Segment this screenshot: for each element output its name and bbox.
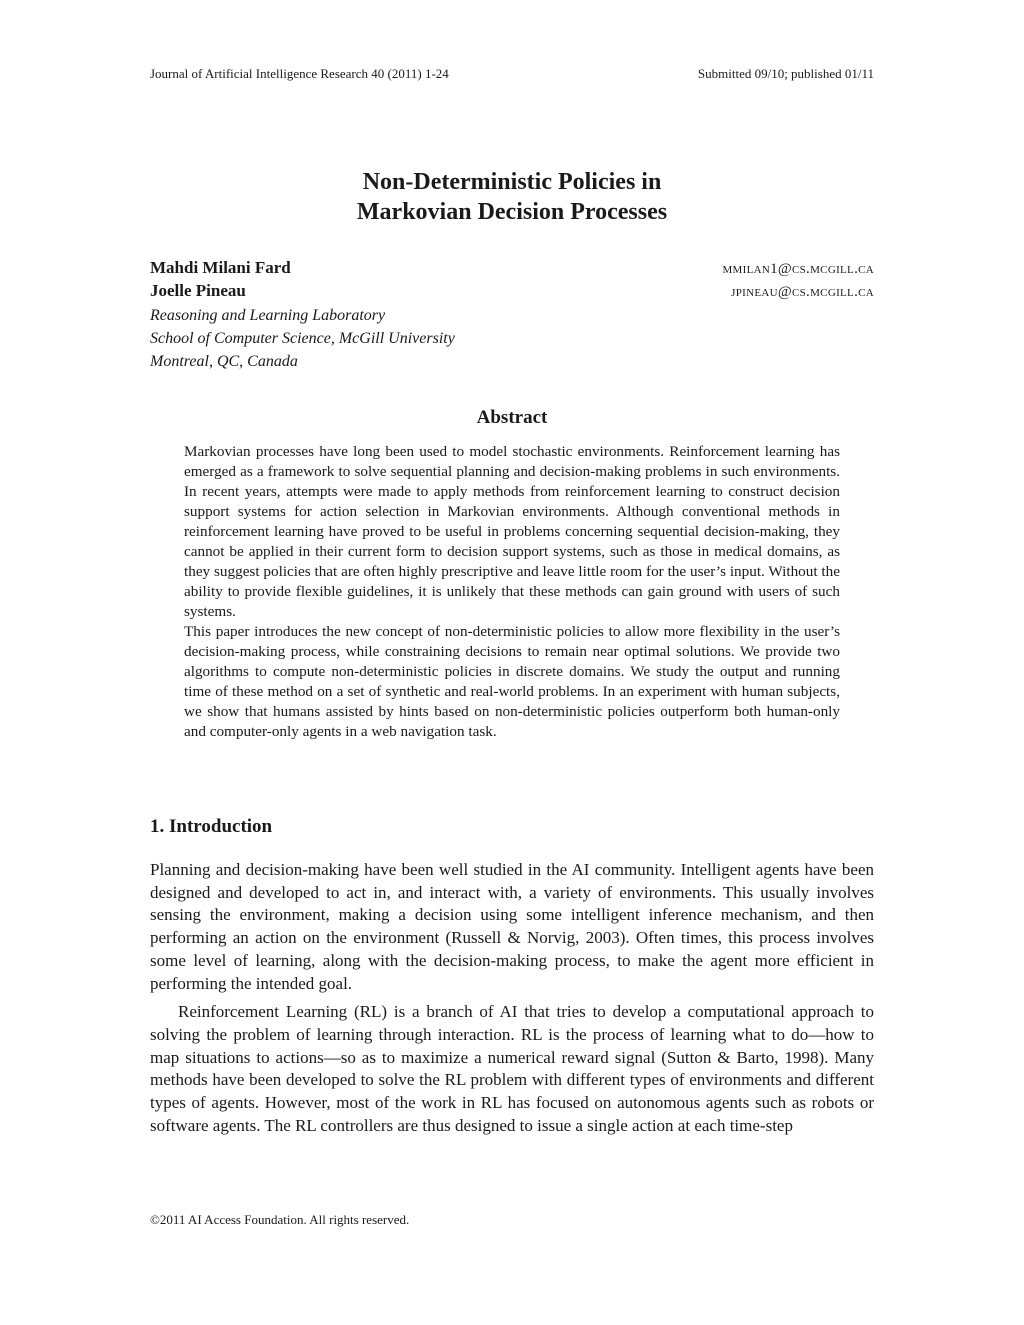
running-header — [150, 66, 874, 82]
journal-citation: Journal of Artificial Intelligence Research 40 (2011) 1-24 — [150, 66, 449, 81]
affiliation-lab: Reasoning and Learning Laboratory — [150, 307, 386, 324]
author-row — [150, 281, 874, 304]
abstract-body — [184, 442, 840, 742]
copyright-footer: ©2011 AI Access Foundation. All rights reserved. — [150, 1212, 410, 1227]
body-paragraph: Planning and decision-making have been well studied in the AI community. Intelligent agents have been designed and developed to act in, and interact with, a variety of environments. This usually involves sensing the environment, making a decision using some intelligent inference mechanism, and then performing an action on the environment (Russell & Norvig, 2003). Often times, this process involves some level of learning, along with the decision-making process, to make the agent more efficient in performing the intended goal. — [150, 860, 874, 993]
author-email: jpineau@cs.mcgill.ca — [731, 284, 874, 300]
title-line-2: Markovian Decision Processes — [356, 199, 668, 225]
author-name: Joelle Pineau — [150, 281, 246, 300]
paper-title — [150, 167, 874, 227]
abstract-heading: Abstract — [476, 407, 548, 428]
author-name: Mahdi Milani Fard — [150, 258, 291, 277]
body-paragraph: Reinforcement Learning (RL) is a branch of AI that tries to develop a computational approach to solving the problem of learning through interaction. RL is the process of learning what to do—how to map situations to actions—so as to maximize a numerical reward signal (Sutton & Barto, 1998). Many methods have been developed to solve the RL problem with different types of environments and different types of agents. However, most of the work in RL has focused on autonomous agents such as robots or software agents. The RL controllers are thus designed to issue a single action at each time-step — [150, 1002, 874, 1135]
abstract-paragraph: This paper introduces the new concept of non-deterministic policies to allow more flexibility in the user’s decision-making process, while constraining decisions to remain near optimal solutions. We provide two algorithms to compute non-deterministic policies in discrete domains. We study the output and running time of these method on a set of synthetic and real-world problems. In an experiment with human subjects, we show that humans assisted by hints based on non-deterministic policies outperform both human-only and computer-only agents in a web navigation task. — [184, 623, 840, 740]
abstract-paragraph: Markovian processes have long been used to model stochastic environments. Reinforcement learning has emerged as a framework to solve sequential planning and decision-making problems in such environments. In recent years, attempts were made to apply methods from reinforcement learning to construct decision support systems for action selection in Markovian environments. Although conventional methods in reinforcement learning have proved to be useful in problems concerning sequential decision-making, they cannot be applied in their current form to decision support systems, such as those in medical domains, as they suggest policies that are often highly prescriptive and leave little room for the user’s input. Without the ability to provide flexible guidelines, it is unlikely that these methods can gain ground with users of such systems. — [184, 443, 840, 620]
author-block — [150, 258, 874, 373]
introduction-body — [150, 859, 874, 1143]
author-row — [150, 258, 874, 281]
submission-dates: Submitted 09/10; published 01/11 — [697, 66, 874, 81]
author-email: mmilan1@cs.mcgill.ca — [722, 261, 874, 277]
affiliation-school: School of Computer Science, McGill University — [150, 330, 455, 347]
section-heading-introduction: 1. Introduction — [150, 816, 273, 837]
affiliation-location: Montreal, QC, Canada — [150, 353, 298, 370]
title-line-1: Non-Deterministic Policies in — [362, 169, 662, 195]
